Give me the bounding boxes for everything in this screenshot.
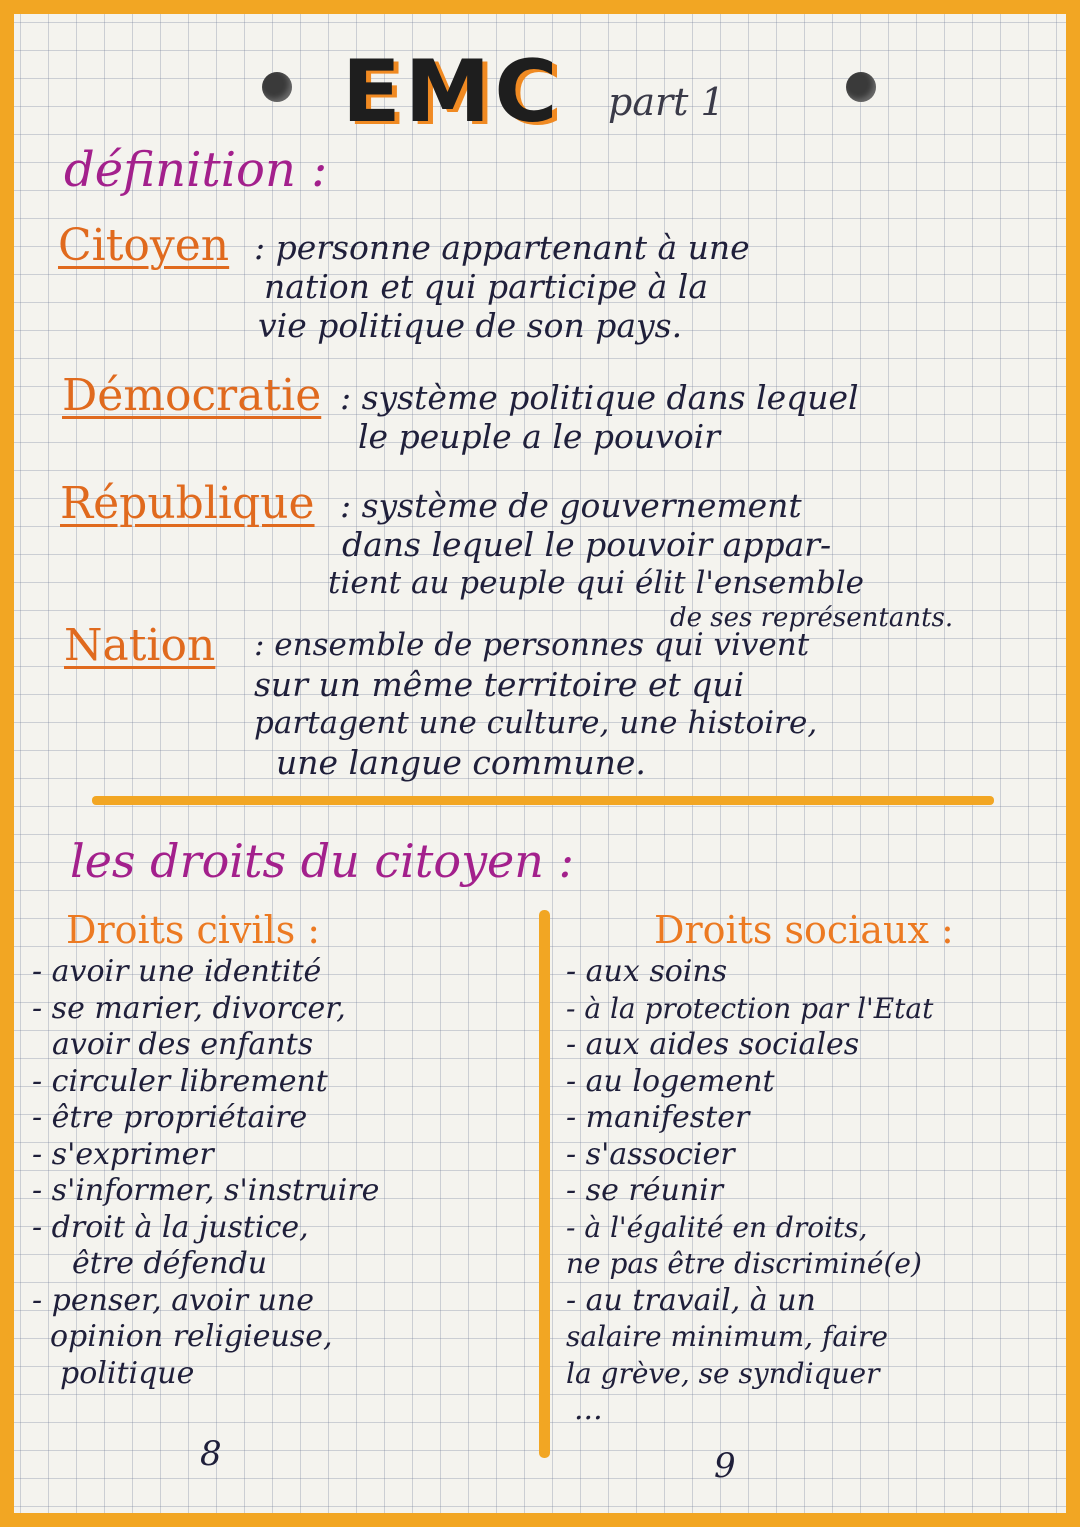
page-title: EMC: [342, 42, 562, 142]
definition-line: : système politique dans lequel: [340, 378, 859, 417]
definition-democratie: [340, 378, 859, 456]
term-citoyen: Citoyen: [58, 220, 230, 271]
definition-citoyen: [254, 228, 750, 345]
list-item: - avoir une identité: [32, 954, 322, 989]
definition-line: : personne appartenant à une: [254, 228, 750, 267]
punch-hole-left: [262, 72, 292, 102]
list-item: - être propriétaire: [32, 1100, 308, 1135]
definition-line: partagent une culture, une histoire,: [254, 705, 818, 741]
list-item: ne pas être discriminé(e): [566, 1247, 922, 1280]
definition-line: nation et qui participe à la: [264, 267, 709, 306]
list-item: salaire minimum, faire: [566, 1320, 888, 1353]
list-item: la grève, se syndiquer: [566, 1356, 880, 1390]
list-item: - s'exprimer: [32, 1136, 214, 1172]
list-item: - au travail, à un: [566, 1282, 816, 1318]
column-divider: [539, 910, 550, 1458]
list-item: - manifester: [566, 1100, 750, 1135]
definition-nation: [254, 626, 817, 782]
social-rights-list: [566, 954, 933, 1429]
list-item: opinion religieuse,: [50, 1319, 333, 1354]
term-republique: République: [60, 478, 315, 529]
punch-hole-right: [846, 72, 876, 102]
rights-heading: les droits du citoyen :: [70, 834, 575, 888]
list-item: - penser, avoir une: [32, 1282, 314, 1318]
social-rights-title: Droits sociaux :: [654, 908, 954, 952]
term-democratie: Démocratie: [62, 370, 322, 421]
page-subtitle: part 1: [608, 80, 725, 124]
list-item: politique: [60, 1355, 195, 1391]
definition-line: de ses représentants.: [670, 603, 954, 633]
definition-line: tient au peuple qui élit l'ensemble: [328, 565, 864, 601]
definition-line: dans lequel le pouvoir appar-: [342, 525, 832, 564]
civil-rights-title: Droits civils :: [66, 908, 321, 952]
definition-line: : ensemble de personnes qui vivent: [254, 627, 810, 663]
definition-line: : système de gouvernement: [340, 486, 802, 525]
list-item: - aux aides sociales: [566, 1027, 860, 1062]
definition-line: sur un même territoire et qui: [254, 665, 745, 704]
definition-republique: [328, 486, 954, 633]
list-item: avoir des enfants: [52, 1027, 314, 1062]
list-item: - au logement: [566, 1063, 775, 1099]
definition-line: le peuple a le pouvoir: [358, 417, 721, 456]
section-divider: [92, 796, 994, 805]
list-item: - circuler librement: [32, 1063, 328, 1099]
list-item: - se marier, divorcer,: [32, 990, 346, 1026]
term-nation: Nation: [64, 620, 216, 671]
list-item: - à l'égalité en droits,: [566, 1210, 868, 1244]
civil-rights-list: [32, 954, 379, 1392]
list-item: - à la protection par l'Etat: [566, 991, 934, 1025]
page-number-left: 8: [200, 1434, 222, 1474]
definition-line: une langue commune.: [276, 743, 646, 782]
list-item: - s'informer, s'instruire: [32, 1173, 380, 1208]
page-number-right: 9: [714, 1446, 736, 1486]
list-item: - droit à la justice,: [32, 1209, 309, 1245]
list-item: - aux soins: [566, 954, 728, 989]
list-item: - s'associer: [566, 1136, 735, 1172]
list-item: - se réunir: [566, 1173, 724, 1208]
list-item: ...: [574, 1392, 603, 1427]
list-item: être défendu: [72, 1246, 268, 1281]
definition-line: vie politique de son pays.: [258, 306, 683, 345]
definitions-heading: définition :: [64, 142, 328, 198]
